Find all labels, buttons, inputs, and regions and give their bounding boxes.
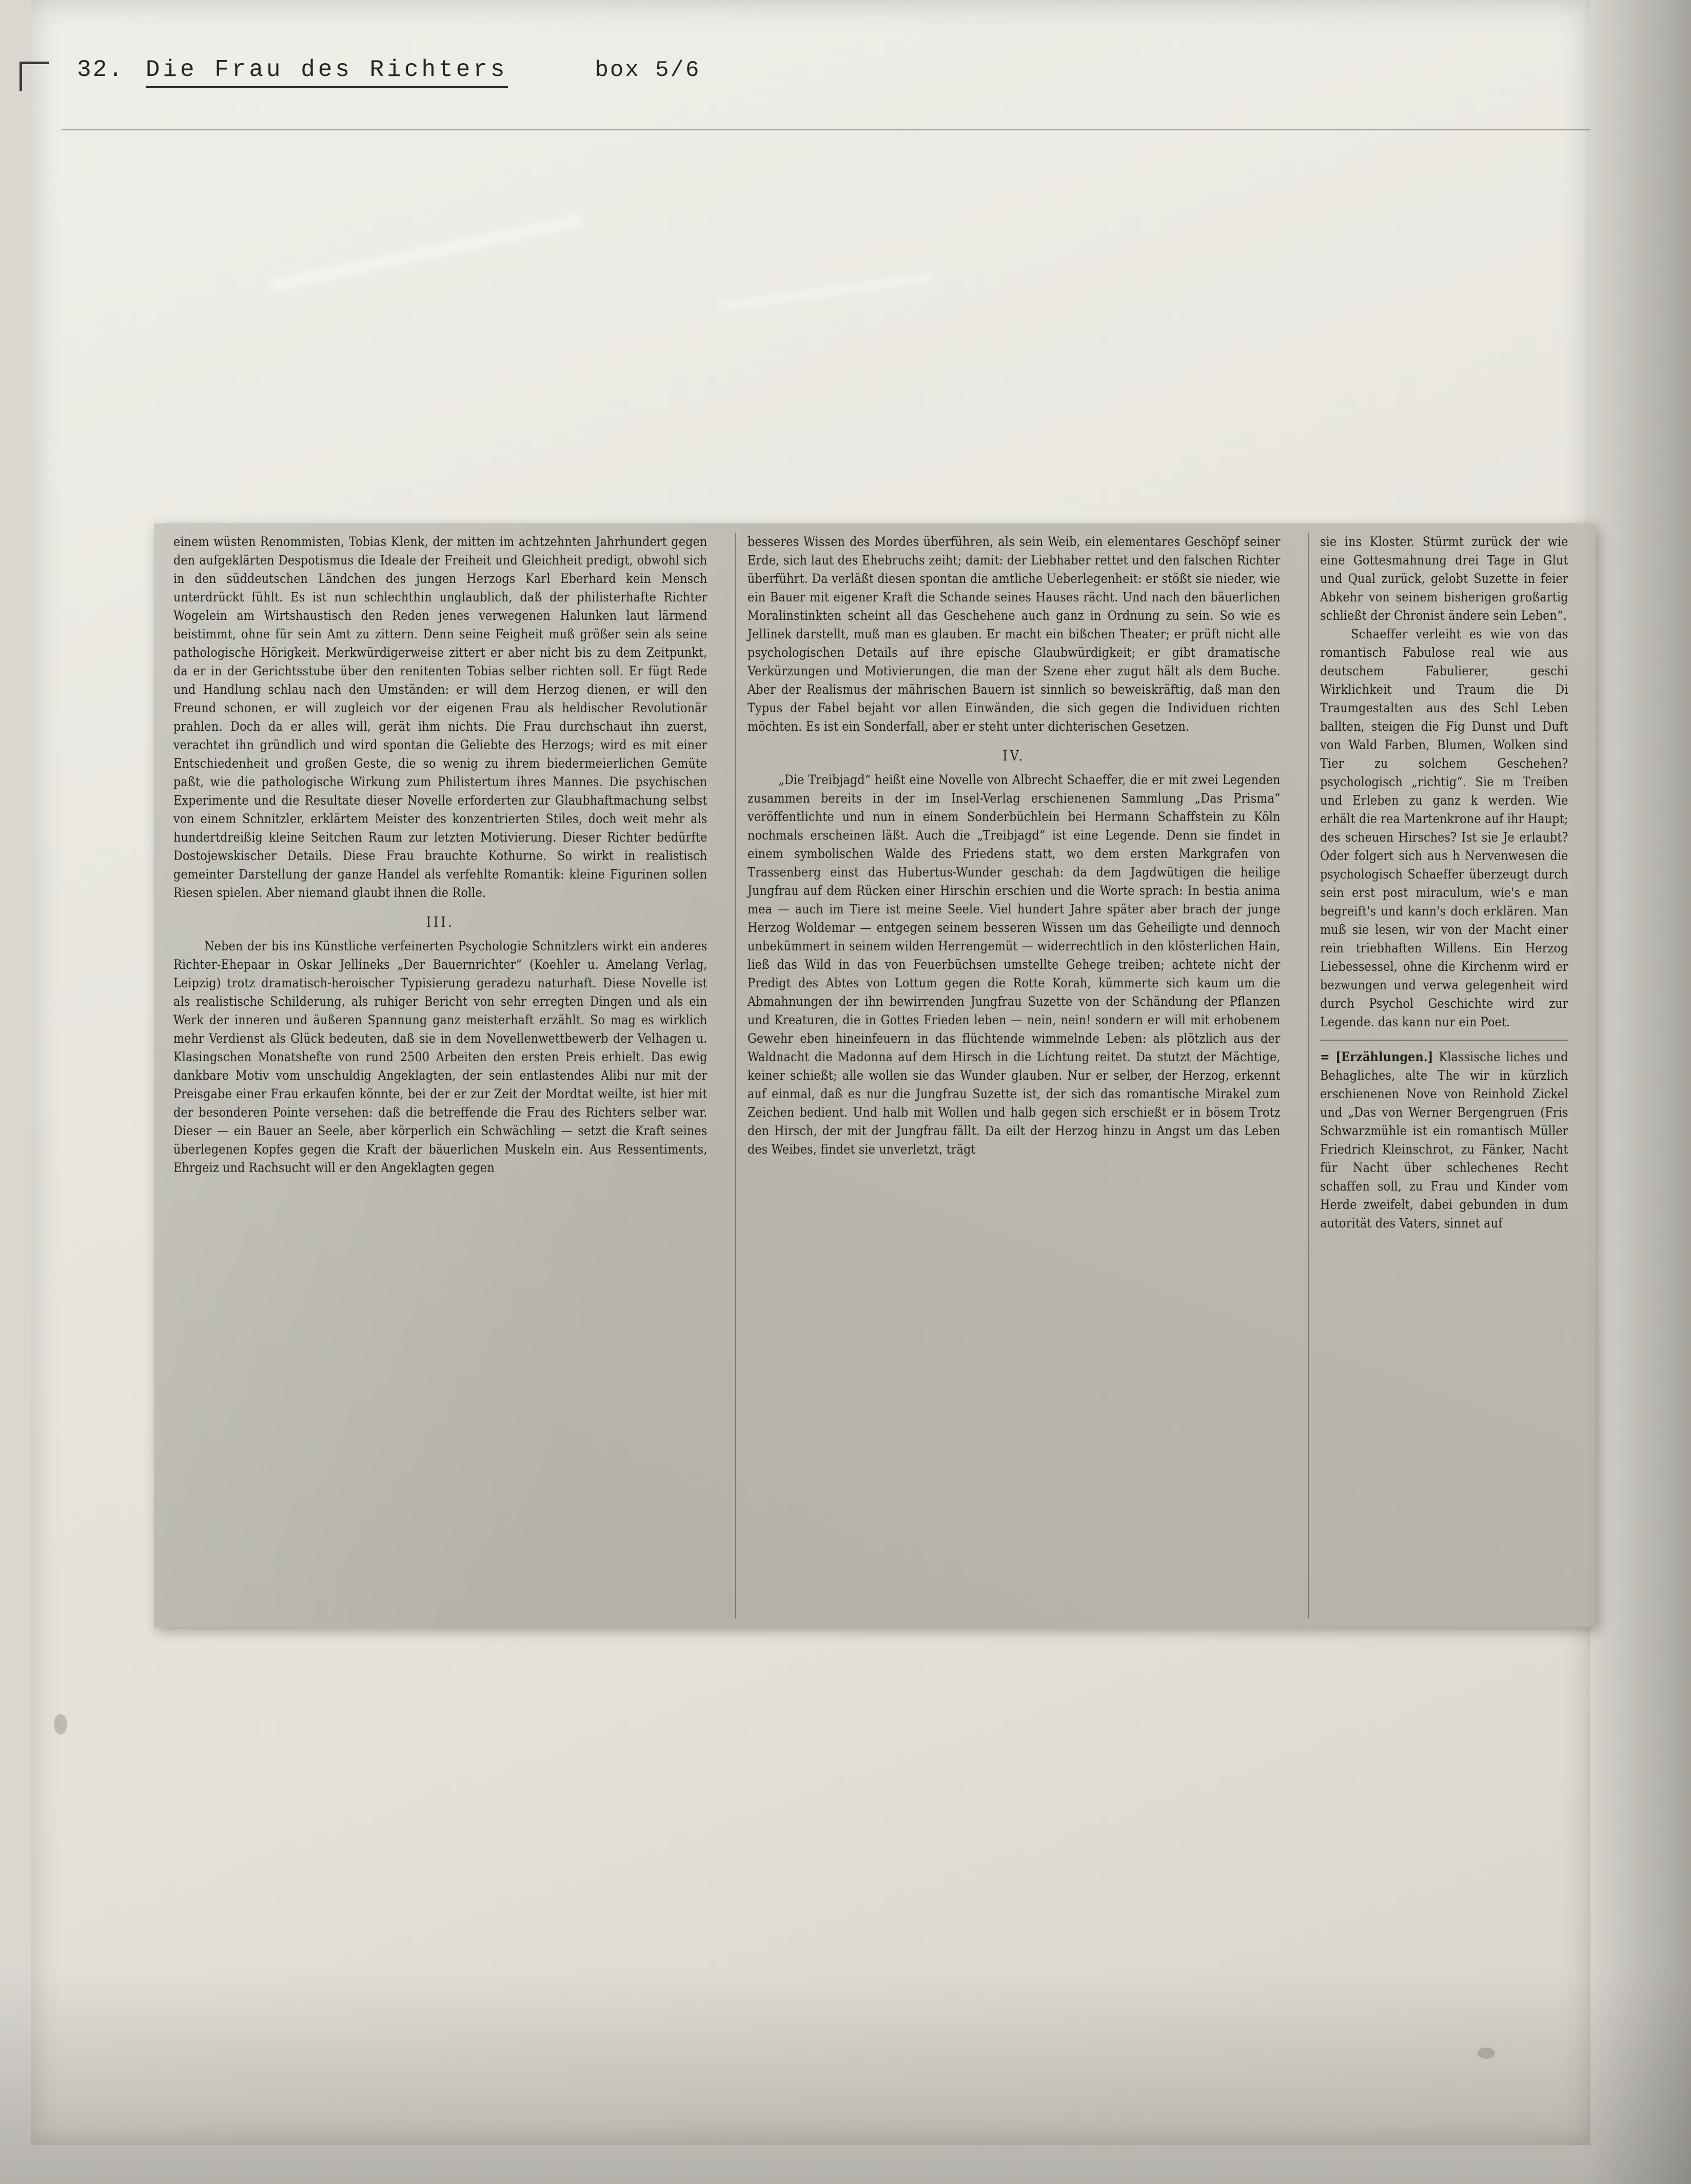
notice-lead-in: = [Erzählungen.] [1320,1049,1433,1065]
clipping-column-2 [735,533,1308,1619]
paragraph: „Die Treibjagd“ heißt eine Novelle von Albrecht Schaeffer, die er mit zwei Legenden zusammen bereits in der im Insel-Verlag erschienenen Sammlung „Das Prisma“ veröffentlichte und nun in einem Sonderbüchlein bei Hermann Schaffstein zu Köln nochmals erscheinen läßt. Auch die „Treibjagd“ ist eine Legende. Denn sie findet in einem symbolischen Walde des Friedens statt, wo dem ersten Markgrafen von Trassenberg einst das Hubertus-Wunder geschah: da dem Jagdwütigen die heilige Jungfrau auf dem Rücken einer Hirschin erschien und die Worte sprach: In bestia anima mea — auch im Tiere ist meine Seele. Viel hundert Jahre später aber brach der junge Herzog Woldemar — entgegen seinem besseren Wissen um das Geheiligte und dennoch unbekümmert in seinem wilden Herrengemüt — widerrechtlich in den klösterlichen Hain, ließ das Wild in das von Feuerbüchsen umstellte Gehege treiben; achtete nicht der Predigt des Abtes von Lottum gegen die Rotte Korah, kümmerte sich kaum um die Abmahnungen der ihn bewirrenden Jungfrau Suzette von der Schändung der Pflanzen und Kreaturen, die in Gottes Frieden leben — nein, nein! sondern er will mit erhobenem Gewehr eben hineinfeuern in das flüchtende wimmelnde Leben: als plötzlich aus der Waldnacht die Madonna auf dem Hirsch in die Lichtung reitet. Da stutzt der Mächtige, keiner schießt; alle wollen sie das Wunder glauben. Nur er selber, der Herzog, erkennt auf einmal, daß es nur die Jungfrau Suzette ist, der sich das romantische Mirakel zum Zeichen bedient. Und halb mit Wollen und halb gegen sich erschießt er in bösem Trotz den Hirsch, der mit der Jungfrau fällt. Da eilt der Herzog hinzu in Angst um das Leben des Weibes, findet sie unverletzt, trägt [747,772,1281,1157]
archive-box-label: box 5/6 [595,57,701,83]
section-heading: IV. [1002,748,1025,764]
paragraph: Neben der bis ins Künstliche verfeinerten Psychologie Schnitzlers wirkt ein anderes Richter-Ehepaar in Oskar Jellineks „Der Bauernrichter“ (Koehler u. Amelang Verlag, Leipzig) trotz dramatisch-heroischer Typisierung geradezu naturhaft. Diese Novelle ist als realistische Schilderung, als ruhiger Bericht von sehr erregten Dingen und als ein Werk der inneren und äußeren Spannung ganz meisterhaft erzählt. So mag es wirklich mehr Verdienst als Glück bedeuten, daß sie in dem Novellenwettbewerb der Velhagen u. Klasingschen Monatshefte von rund 2500 Arbeiten den ersten Preis erhielt. Das ewig dankbare Motiv vom unschuldig Angeklagten, der sein entlastendes Alibi nur mit der Preisgabe einer Frau erkaufen könnte, bei der er zur Zeit der Mordtat weilte, ist hier mit der besonderen Pointe versehen: daß die betreffende die Frau des Richters selber war. Dieser — ein Bauer an Seele, aber körperlich ein Schwächling — setzt die Kraft seines überlegenen Kopfes gegen die Kraft der bäuerlichen Muskeln ein. Aus Ressentiments, Ehrgeiz und Rachsucht will er den Angeklagten gegen [173,939,707,1176]
paragraph: besseres Wissen des Mordes überführen, als sein Weib, ein elementares Geschöpf seiner Erde, sich laut des Ehebruchs zeiht; damit: der Liebhaber rettet und den falschen Richter überführt. Da verläßt diesen spontan die amtliche Ueberlegenheit: er stößt sie nieder, wie ein Bauer mit eigener Kraft die Schande seines Hauses rächt. Und nach den bäuerlichen Moralinstinkten scheint all das Geschehene auch ganz in Ordnung zu sein. So wie es Jellinek darstellt, muß man es glauben. Er macht ein bißchen Theater; er prüft nicht alle psychologischen Details auf ihre epische Glaubwürdigkeit; er gibt dramatische Verkürzungen und Motivierungen, die man der Szene eher zugut hält als dem Buche. Aber der Realismus der mährischen Bauern ist sinnlich so beweiskräftig, daß man den Typus der Fabel bejaht vor allen Einwänden, die sich gegen die Individuen richten möchten. Es ist ein Sonderfall, aber er steht unter dichterischen Gesetzen. [747,534,1281,734]
page-header [77,56,1257,98]
notice-body: Klassische liches und Behagliches, alte The wir in kürzlich erschienenen Nove von Reinhold Zickel und „Das von Werner Bergengruen (Fris Schwarzmühle ist ein romantisch Müller Friedrich Kleinschrot, zu Fänker, Nacht für Nacht über schlechenes Recht schaffen soll, zu Frau und Kinder vom Herde zweifelt, dabei gebunden in dum autorität des Vaters, sinnet auf [1320,1049,1569,1231]
header-rule [62,129,1590,130]
paragraph [1320,1048,1568,1233]
clipping-column-3 [1308,533,1587,1619]
sheet-edge-shadow-right [1583,0,1691,2184]
column-divider [1320,1040,1568,1041]
newspaper-clipping [154,523,1596,1627]
paragraph: sie ins Kloster. Stürmt zurück der wie eine Gottesmahnung drei Tage in Glut und Qual zurück, gelobt Suzette in feier Abkehr von seinem bisherigen großartig schließt der Chronist ändere sein Leben“. [1320,534,1569,623]
paragraph: einem wüsten Renommisten, Tobias Klenk, der mitten im achtzehnten Jahrhundert gegen den aufgeklärten Despotismus die Ideale der Freiheit und Gleichheit predigt, obwohl sich in den süddeutschen Ländchen des jungen Herzogs Karl Eberhard kein Mensch unterdrückt fühlt. Es ist nun schlechthin unglaublich, daß der philisterhafte Richter Wogelein am Wirtshaustisch den Reden jenes verwegenen Halunken laut lärmend beistimmt, ohne für sein Amt zu zittern. Denn seine Feigheit muß größer sein als seine pathologische Hörigkeit. Merkwürdigerweise zittert er aber nicht bis zu dem Zeitpunkt, da er in der Gerichtsstube über den renitenten Tobias selber richten soll. Er fügt Rede und Handlung schlau nach den Umständen: er will dem Herzog dienen, er will den Freund schonen, er will zugleich vor der eigenen Frau als heldischer Revolutionär prahlen. Doch da er alles will, gerät ihm nichts. Die Frau durchschaut ihn zuerst, verachtet ihn gründlich und wird spontan die Geliebte des Herzogs; wird es mit einer Entschiedenheit und großen Geste, die so wenig zu ihrem biedermeierlichen Gemüte paßt, wie die pathologische Wirkung zum Philistertum ihres Mannes. Die psychischen Experimente und die Resultate dieser Novelle erforderten zur Glaubhaftmachung selbst von einem Schnitzler, erklärtem Meister des konzentrierten Stiles, doch weit mehr als hundertdreißig kleine Seitchen Raum zur letzten Motivierung. Dieser Richter bedürfte Dostojewskischer Details. Diese Frau brauchte Kothurne. So wirkt in realistisch gemeinter Darstellung der ganze Handel als verfehlte Romantik: kleine Figurinen sollen Riesen spielen. Aber niemand glaubt ihnen die Rolle. [173,534,707,901]
section-heading: III. [426,914,455,930]
paragraph: Schaeffer verleiht es wie von das romantisch Fabulose real wie aus deutschem Fabulierer, geschi Wirklichkeit und Traum die Di Traumgestalten aus des Schl Leben ballten, steigen die Fig Dunst und Duft von Wald Farben, Blumen, Wolken sind Tier zu solchem Geschehen? psychologisch „richtig“. Sie m Treiben und Erleben zu ganz k werden. Wie erhält die rea Martenkrone auf ihr Haupt; des scheuen Hirsches? Ist sie Je erlaubt? Oder folgert sich aus h Nervenwesen die psychologisch Schaeffer überzeugt durch sein erst post miraculum, wie's e man begreift's und kann's doch erklären. Man muß sie lesen, wir von der Macht einer rein triebhaften Willens. Ein Herzog Liebessessel, ohne die Kirchenm wird er bezwungen und verwa gelegenheit wird durch Psychol Geschichte wird zur Legende. das kann nur ein Poet. [1320,627,1569,1030]
clipping-column-1 [162,533,735,1619]
page-title: Die Frau des Richters [146,56,508,88]
registration-corner-mark [19,62,49,91]
page-number: 32. [77,56,124,83]
